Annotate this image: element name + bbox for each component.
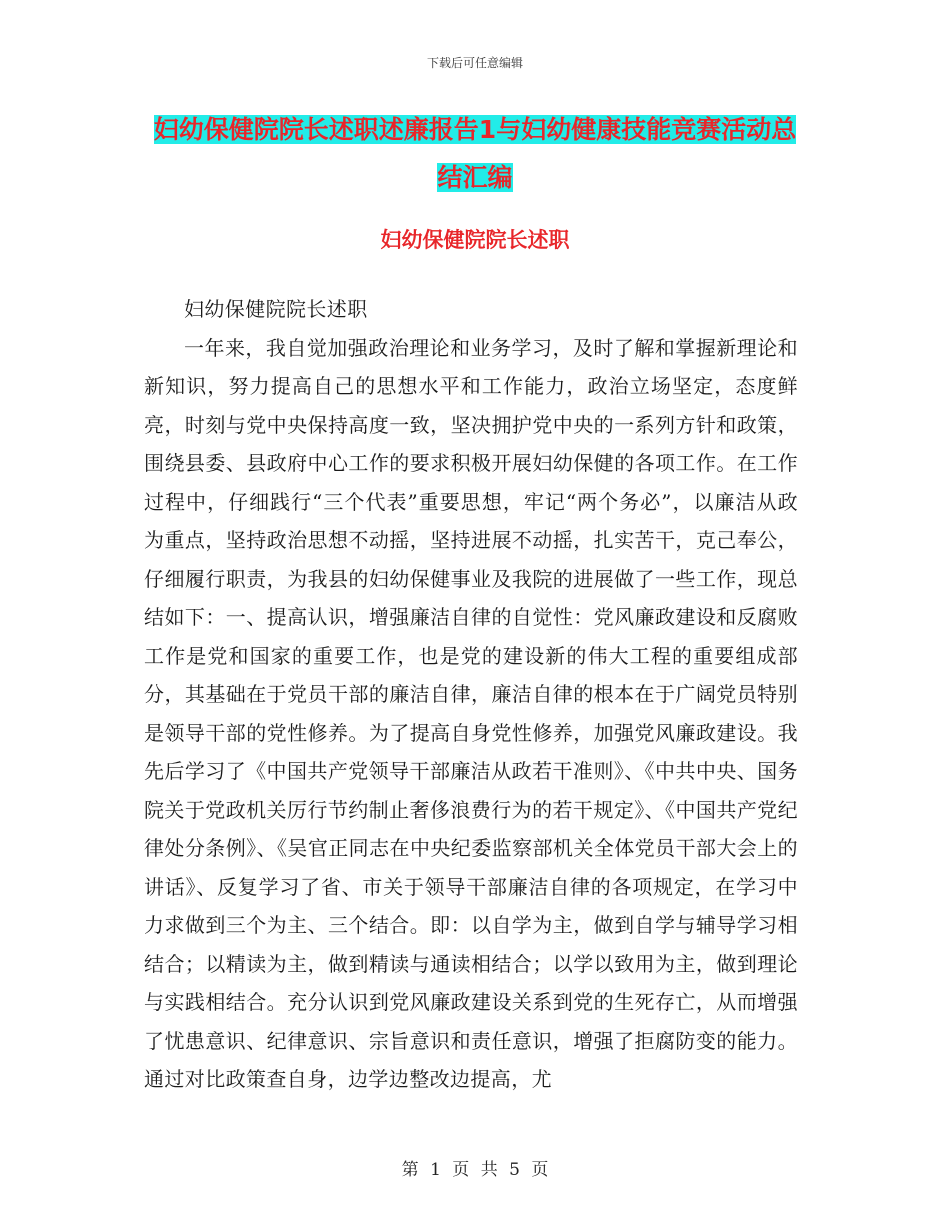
document-title-text: 妇幼保健院院长述职述廉报告1与妇幼健康技能竞赛活动总结汇编 [153,115,797,192]
body-text [144,290,798,1099]
document-title [150,106,800,202]
section-title: 妇幼保健院院长述职 [380,228,570,252]
paragraph: 妇幼保健院院长述职 [184,297,368,321]
paragraph: 一年来，我自觉加强政治理论和业务学习，及时了解和掌握新理论和新知识，努力提高自己的思想水平和工作能力，政治立场坚定，态度鲜亮，时刻与党中央保持高度一致，坚决拥护党中央的一系列方针和政策，围绕县委、县政府中心工作的要求积极开展妇幼保健的各项工作。在工作过程中，仔细践行“三个代表”重要思想，牢记“两个务必”，以廉洁从政为重点，坚持政治思想不动摇，坚持进展不动摇，扎实苦干，克己奉公，仔细履行职责，为我县的妇幼保健事业及我院的进展做了一些工作，现总结如下：一、提高认识，增强廉洁自律的自觉性：党风廉政建设和反腐败工作是党和国家的重要工作，也是党的建设新的伟大工程的重要组成部分，其基础在于党员干部的廉洁自律，廉洁自律的根本在于广阔党员特别是领导干部的党性修养。为了提高自身党性修养，加强党风廉政建设。我先后学习了《中国共产党领导干部廉洁从政若干准则》、《中共中央、国务院关于党政机关厉行节约制止奢侈浪费行为的若干规定》、《中国共产党纪律处分条例》、《吴官正同志在中央纪委监察部机关全体党员干部大会上的讲话》、反复学习了省、市关于领导干部廉洁自律的各项规定，在学习中力求做到三个为主、三个结合。即：以自学为主，做到自学与辅导学习相结合；以精读为主，做到精读与通读相结合；以学以致用为主，做到理论与实践相结合。充分认识到党风廉政建设关系到党的生死存亡，从而增强了忧患意识、纪律意识、宗旨意识和责任意识，增强了拒腐防变的能力。通过对比政策查自身，边学边整改边提高，尤 [144,335,798,1091]
page-header-note: 下载后可任意编辑 [426,56,523,70]
page-footer: 第 1 页 共 5 页 [401,1160,549,1180]
